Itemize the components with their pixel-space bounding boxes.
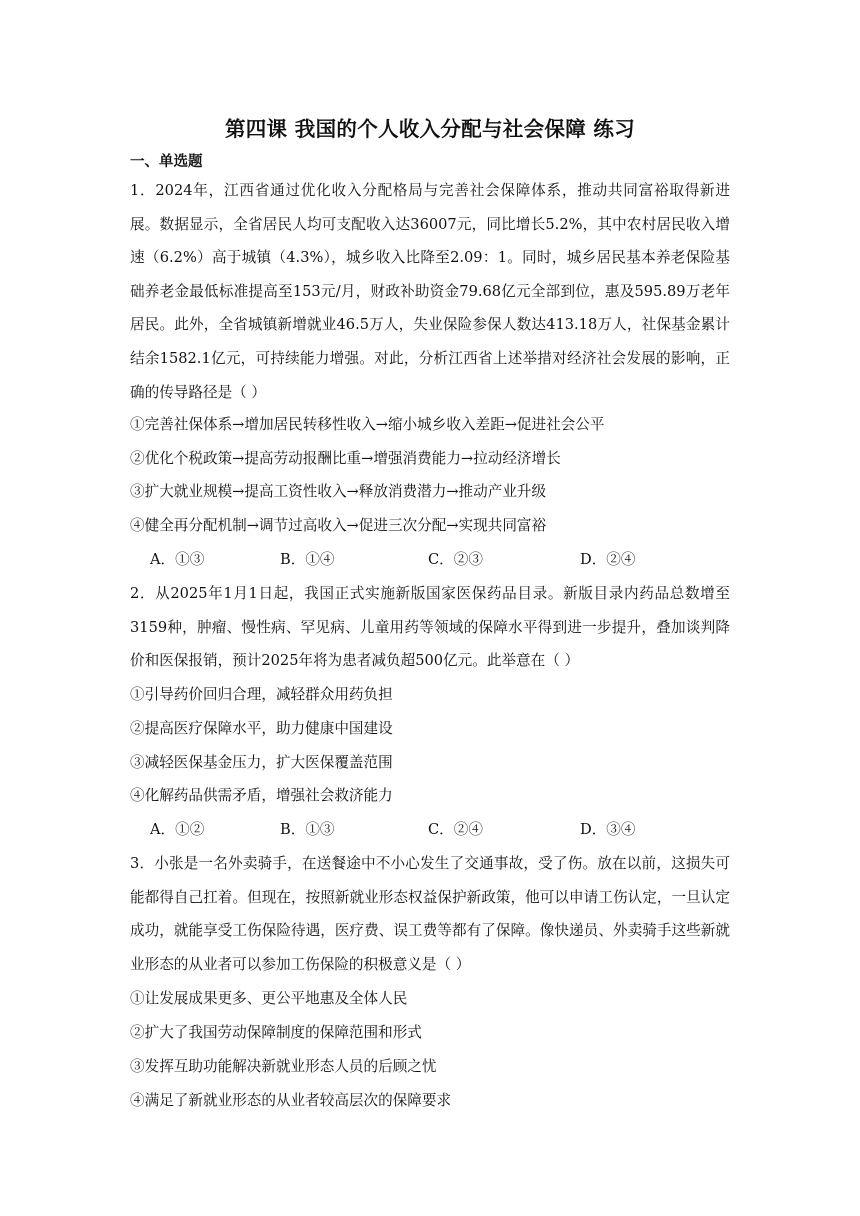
question-2-choice-c: C．②④ — [428, 821, 483, 838]
question-1-option-2: ②优化个税政策→提高劳动报酬比重→增强消费能力→拉动经济增长 — [130, 450, 561, 467]
question-2-choice-b: B．①③ — [280, 821, 335, 838]
question-3-option-2: ②扩大了我国劳动保障制度的保障范围和形式 — [130, 1024, 422, 1041]
question-1-choice-b: B．①④ — [280, 551, 335, 568]
question-3-option-1: ①让发展成果更多、更公平地惠及全体人民 — [130, 990, 408, 1007]
section-heading: 一、单选题 — [130, 154, 203, 170]
question-1-choice-d: D．②④ — [580, 551, 636, 568]
question-1-choices — [130, 550, 750, 570]
question-2-stem: 2．从2025年1月1日起，我国正式实施新版国家医保药品目录。新版目录内药品总数增至3159种，肿瘤、慢性病、罕见病、儿童用药等领域的保障水平得到进一步提升，叠加谈判降价和医保报销，预计2025年将为患者减负超500亿元。此举意在（ ） — [130, 585, 730, 670]
question-2-option-1: ①引导药价回归合理，减轻群众用药负担 — [130, 686, 393, 703]
page-title: 第四课 我国的个人收入分配与社会保障 练习 — [224, 117, 636, 141]
question-3-option-3: ③发挥互助功能解决新就业形态人员的后顾之忧 — [130, 1058, 437, 1075]
question-2-choice-a: A．①② — [150, 821, 205, 838]
question-1-option-4: ④健全再分配机制→调节过高收入→促进三次分配→实现共同富裕 — [130, 517, 547, 534]
question-2-option-3: ③减轻医保基金压力，扩大医保覆盖范围 — [130, 754, 393, 771]
question-2-choice-d: D．③④ — [580, 821, 636, 838]
question-2-option-2: ②提高医疗保障水平，助力健康中国建设 — [130, 720, 393, 737]
question-3-option-4: ④满足了新就业形态的从业者较高层次的保障要求 — [130, 1092, 452, 1109]
question-1-choice-c: C．②③ — [428, 551, 483, 568]
question-2-choices — [130, 820, 750, 840]
question-1-choice-a: A．①③ — [150, 551, 205, 568]
question-2-option-4: ④化解药品供需矛盾，增强社会救济能力 — [130, 787, 393, 804]
question-1-option-1: ①完善社保体系→增加居民转移性收入→缩小城乡收入差距→促进社会公平 — [130, 416, 605, 433]
question-1-option-3: ③扩大就业规模→提高工资性收入→释放消费潜力→推动产业升级 — [130, 483, 547, 500]
question-3-stem: 3．小张是一名外卖骑手，在送餐途中不小心发生了交通事故，受了伤。放在以前，这损失可能都得自己扛着。但现在，按照新就业形态权益保护新政策，他可以申请工伤认定，一旦认定成功，就能享受工伤保险待遇，医疗费、误工费等都有了保障。像快递员、外卖骑手这些新就业形态的从业者可以参加工伤保险的积极意义是（ ） — [130, 855, 730, 973]
question-1-stem: 1．2024年，江西省通过优化收入分配格局与完善社会保障体系，推动共同富裕取得新进展。数据显示，全省居民人均可支配收入达36007元，同比增长5.2%，其中农村居民收入增速（6.2%）高于城镇（4.3%），城乡收入比降至2.09：1。同时，城乡居民基本养老保险基础养老金最低标准提高至153元/月，财政补助资金79.68亿元全部到位，惠及595.89万老年居民。此外，全省城镇新增就业46.5万人，失业保险参保人数达413.18万人，社保基金累计结余1582.1亿元，可持续能力增强。对此，分析江西省上述举措对经济社会发展的影响，正确的传导路径是（ ） — [130, 182, 730, 401]
